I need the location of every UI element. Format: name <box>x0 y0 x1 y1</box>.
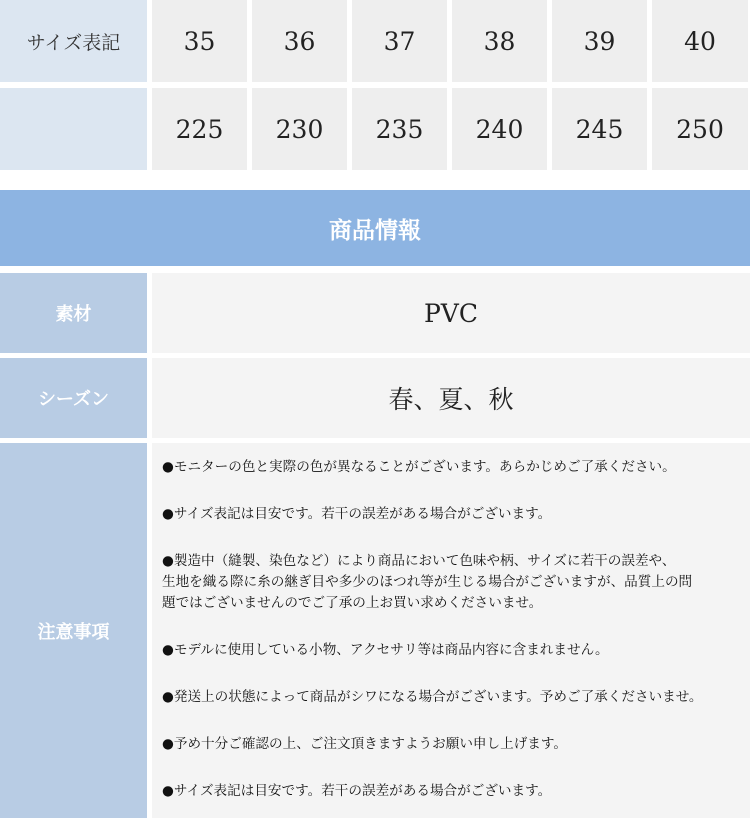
size-cell: 40 <box>652 0 748 82</box>
note-item: ●発送上の状態によって商品がシワになる場合がございます。予めご了承くださいませ。 <box>162 689 703 705</box>
note-item: ●サイズ表記は目安です。若干の誤差がある場合がございます。 <box>162 506 552 522</box>
season-value: 春、夏、秋 <box>152 358 750 438</box>
material-row <box>0 273 750 353</box>
notes-list <box>152 443 750 818</box>
season-row <box>0 358 750 438</box>
size-cell: 39 <box>552 0 647 82</box>
size-cell: 36 <box>252 0 347 82</box>
size-cell: 230 <box>252 88 347 170</box>
size-table <box>0 0 750 176</box>
size-label-cell: サイズ表記 <box>0 0 147 82</box>
note-item: ●モニターの色と実際の色が異なることがございます。あらかじめご了承ください。 <box>162 459 676 475</box>
size-cell: 250 <box>652 88 748 170</box>
size-cell: 245 <box>552 88 647 170</box>
size-row-mm <box>0 88 750 170</box>
size-row-label <box>0 0 750 82</box>
note-item: ●製造中（縫製、染色など）により商品において色味や柄、サイズに若干の誤差や、 生地を織る際に糸の継ぎ目や多少のほつれ等が生じる場合がございますが、品質上の問 題ではございませんのでご了承の上お買い求めくださいませ。 <box>162 553 693 611</box>
size-cell: 35 <box>152 0 247 82</box>
size-cell: 38 <box>452 0 547 82</box>
material-value: PVC <box>152 273 750 353</box>
size-label-cell-empty <box>0 88 147 170</box>
material-label: 素材 <box>0 273 147 353</box>
note-item: ●モデルに使用している小物、アクセサリ等は商品内容に含まれません。 <box>162 642 609 658</box>
note-item: ●サイズ表記は目安です。若干の誤差がある場合がございます。 <box>162 783 552 799</box>
notes-row <box>0 443 750 818</box>
size-cell: 235 <box>352 88 447 170</box>
size-cell: 37 <box>352 0 447 82</box>
note-item: ●予め十分ご確認の上、ご注文頂きますようお願い申し上げます。 <box>162 736 567 752</box>
season-label: シーズン <box>0 358 147 438</box>
size-cell: 240 <box>452 88 547 170</box>
size-cell: 225 <box>152 88 247 170</box>
notes-label: 注意事項 <box>0 443 147 818</box>
product-info-header: 商品情報 <box>0 190 750 266</box>
